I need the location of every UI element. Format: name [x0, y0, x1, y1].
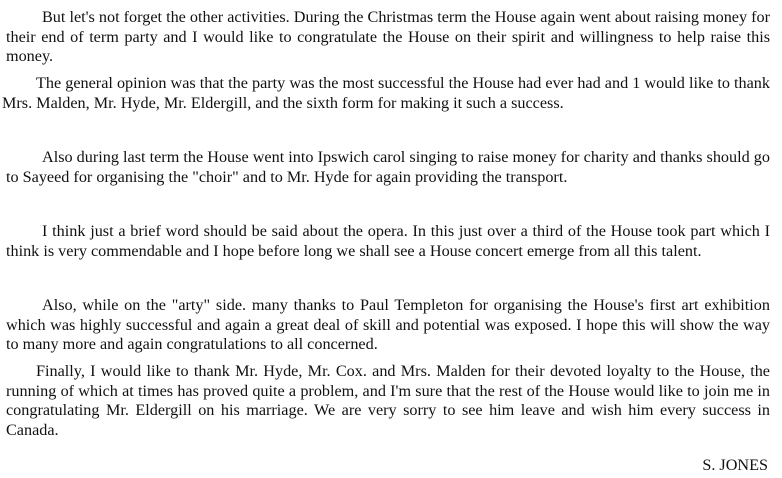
paragraph-activities: But let's not forget the other activities. During the Christmas term the House again went about raising money for their end of term party and I would like to congratulate the House on their spirit and willingness to help raise this money.	[6, 8, 770, 65]
paragraph-party: The general opinion was that the party was the most successful the House had ever had and 1 would like to thank Mrs. Malden, Mr. Hyde, Mr. Eldergill, and the sixth form for making it such a success.	[2, 74, 770, 112]
paragraph-carol-singing: Also during last term the House went into Ipswich carol singing to raise money for charity and thanks should go to Sayeed for organising the "choir" and to Mr. Hyde for again providing the transport.	[6, 148, 770, 186]
paragraph-closing: Finally, I would like to thank Mr. Hyde, Mr. Cox. and Mrs. Malden for their devoted loyalty to the House, the running of which at times has proved quite a problem, and I'm sure that the rest of the House would like to join me in congratulating Mr. Eldergill on his marriage. We are very sorry to see him leave and wish him every success in Canada.	[6, 362, 770, 439]
paragraph-opera: I think just a brief word should be said about the opera. In this just over a third of the House took part which I think is very commendable and I hope before long we shall see a House concert emerge from all this talent.	[6, 222, 770, 260]
paragraph-art-exhibition: Also, while on the "arty" side. many thanks to Paul Templeton for organising the House's first art exhibition which was highly successful and again a great deal of skill and potential was exposed. I hope this will show the way to many more and again congratulations to all concerned.	[6, 296, 770, 353]
signature: S. JONES	[702, 456, 768, 474]
